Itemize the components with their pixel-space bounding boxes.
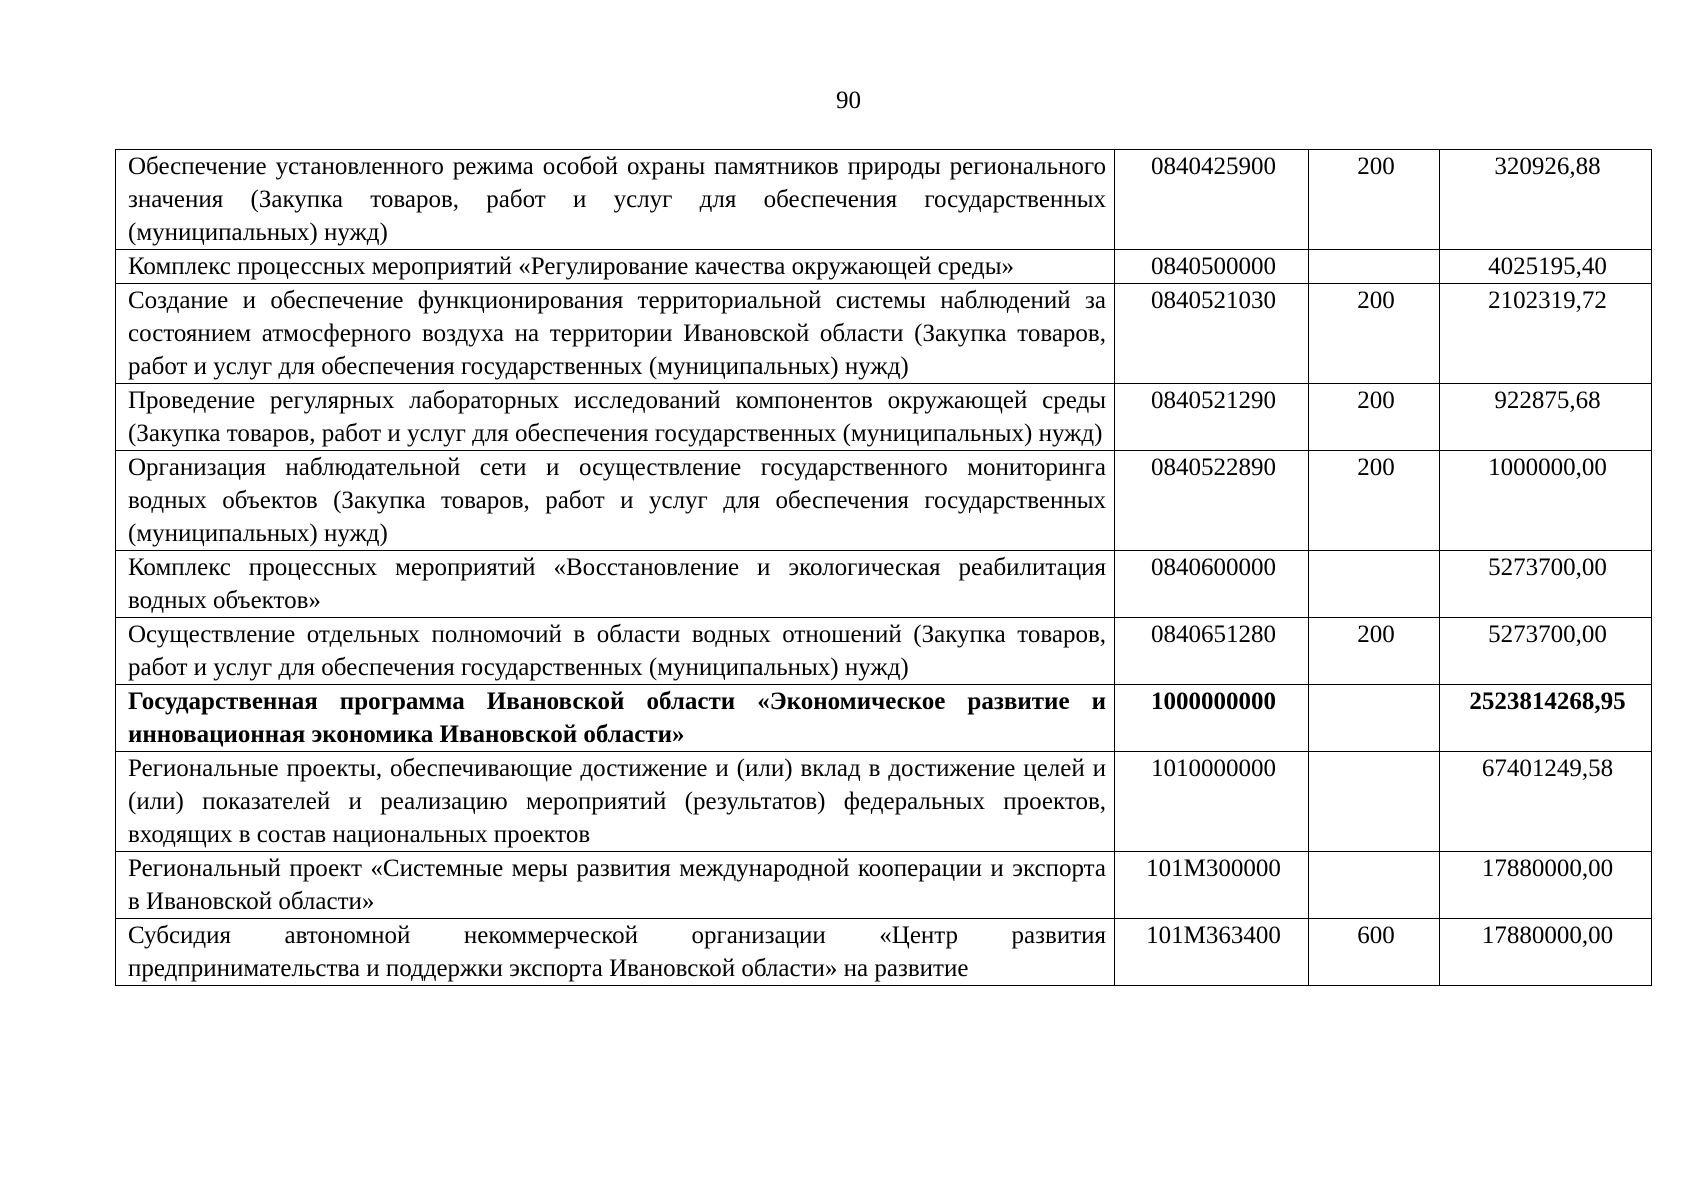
table-row <box>116 551 1652 618</box>
row-sum-cell: 5273700,00 <box>1440 618 1652 685</box>
table-row-program-total <box>116 685 1652 752</box>
table-row <box>116 250 1652 284</box>
row-type-cell: 200 <box>1309 384 1440 451</box>
row-type-cell <box>1309 752 1440 852</box>
row-code-cell: 0840521030 <box>1115 284 1309 384</box>
page-number: 90 <box>836 87 861 114</box>
row-type-cell <box>1309 852 1440 919</box>
row-type-cell <box>1309 551 1440 618</box>
row-sum-cell: 1000000,00 <box>1440 451 1652 551</box>
row-name-cell: Проведение регулярных лабораторных исследований компонентов окружающей среды (Закупка товаров, работ и услуг для обеспечения государственных (муниципальных) нужд) <box>116 384 1115 451</box>
table-row <box>116 752 1652 852</box>
row-type-cell <box>1309 250 1440 284</box>
budget-table <box>115 149 1652 986</box>
table-row <box>116 150 1652 250</box>
row-name-cell: Осуществление отдельных полномочий в области водных отношений (Закупка товаров, работ и услуг для обеспечения государственных (муниципальных) нужд) <box>116 618 1115 685</box>
row-type-cell: 200 <box>1309 150 1440 250</box>
row-name-cell: Комплекс процессных мероприятий «Регулирование качества окружающей среды» <box>116 250 1115 284</box>
row-sum-cell: 4025195,40 <box>1440 250 1652 284</box>
row-sum-cell: 320926,88 <box>1440 150 1652 250</box>
row-name-cell: Организация наблюдательной сети и осуществление государственного мониторинга водных объектов (Закупка товаров, работ и услуг для обеспечения государственных (муниципальных) нужд) <box>116 451 1115 551</box>
row-name-cell: Субсидия автономной некоммерческой организации «Центр развития предпринимательства и поддержки экспорта Ивановской области» на развитие <box>116 919 1115 986</box>
row-sum-cell: 5273700,00 <box>1440 551 1652 618</box>
row-code-cell: 0840522890 <box>1115 451 1309 551</box>
row-type-cell <box>1309 685 1440 752</box>
row-code-cell: 1000000000 <box>1115 685 1309 752</box>
row-name-cell: Комплекс процессных мероприятий «Восстановление и экологическая реабилитация водных объектов» <box>116 551 1115 618</box>
table-row <box>116 618 1652 685</box>
row-code-cell: 1010000000 <box>1115 752 1309 852</box>
table-row <box>116 451 1652 551</box>
row-type-cell: 200 <box>1309 451 1440 551</box>
row-code-cell: 0840500000 <box>1115 250 1309 284</box>
row-code-cell: 0840425900 <box>1115 150 1309 250</box>
row-type-cell: 600 <box>1309 919 1440 986</box>
table-row <box>116 384 1652 451</box>
row-sum-cell: 17880000,00 <box>1440 919 1652 986</box>
row-sum-cell: 922875,68 <box>1440 384 1652 451</box>
row-name-cell: Создание и обеспечение функционирования территориальной системы наблюдений за состоянием атмосферного воздуха на территории Ивановской области (Закупка товаров, работ и услуг для обеспечения государственных (муниципальных) нужд) <box>116 284 1115 384</box>
row-sum-cell: 2102319,72 <box>1440 284 1652 384</box>
row-name-cell: Государственная программа Ивановской области «Экономическое развитие и инновационная экономика Ивановской области» <box>116 685 1115 752</box>
row-name-cell: Обеспечение установленного режима особой охраны памятников природы регионального значения (Закупка товаров, работ и услуг для обеспечения государственных (муниципальных) нужд) <box>116 150 1115 250</box>
row-code-cell: 0840600000 <box>1115 551 1309 618</box>
row-code-cell: 101M300000 <box>1115 852 1309 919</box>
row-sum-cell: 2523814268,95 <box>1440 685 1652 752</box>
table-row <box>116 919 1652 986</box>
table-row <box>116 852 1652 919</box>
row-code-cell: 0840651280 <box>1115 618 1309 685</box>
row-code-cell: 101M363400 <box>1115 919 1309 986</box>
row-sum-cell: 17880000,00 <box>1440 852 1652 919</box>
budget-table-body <box>116 150 1652 986</box>
row-name-cell: Региональный проект «Системные меры развития международной кооперации и экспорта в Ивановской области» <box>116 852 1115 919</box>
row-name-cell: Региональные проекты, обеспечивающие достижение и (или) вклад в достижение целей и (или) показателей и реализацию мероприятий (результатов) федеральных проектов, входящих в состав национальных проектов <box>116 752 1115 852</box>
row-type-cell: 200 <box>1309 284 1440 384</box>
row-type-cell: 200 <box>1309 618 1440 685</box>
row-sum-cell: 67401249,58 <box>1440 752 1652 852</box>
row-code-cell: 0840521290 <box>1115 384 1309 451</box>
table-row <box>116 284 1652 384</box>
